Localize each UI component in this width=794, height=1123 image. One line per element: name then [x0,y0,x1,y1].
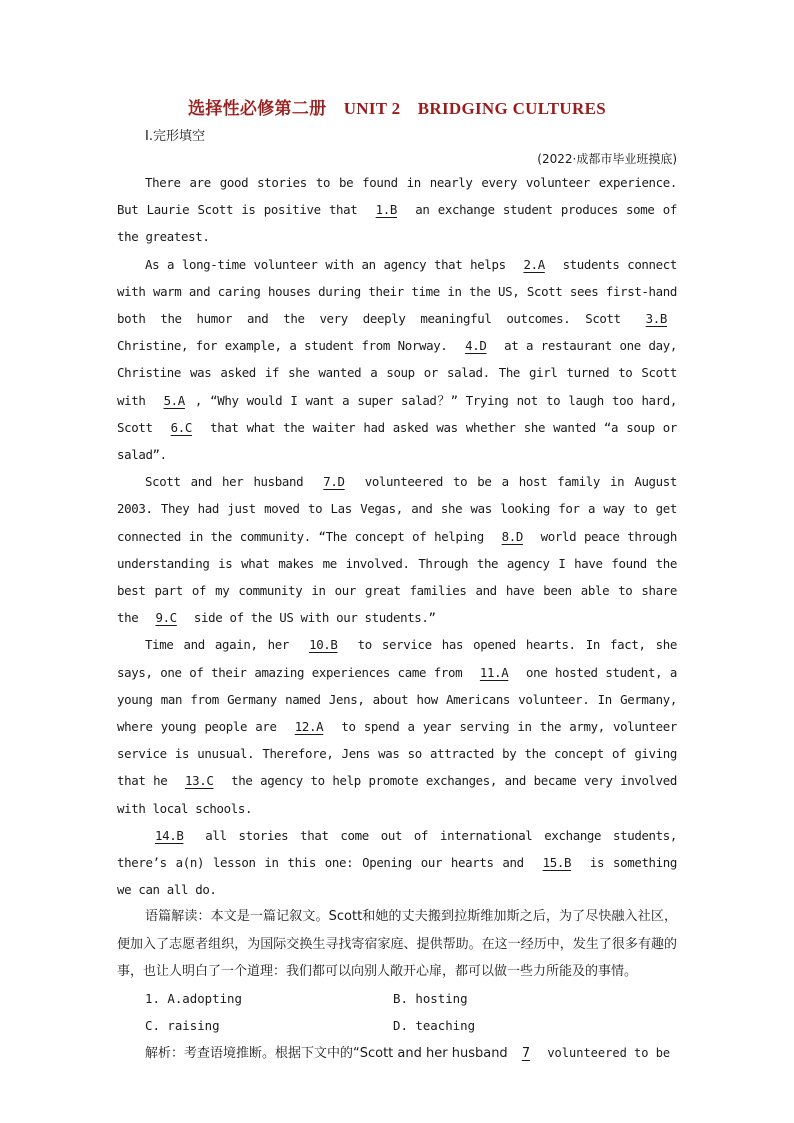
text-run: to service has opened hearts. In fact, she says, one of their amazing experiences came from [117,637,677,680]
paragraph-3 [117,468,677,631]
answer-blank: 7 [521,1045,531,1061]
text-run: There are good stories to be found in nearly every volunteer experience. But Laurie Scott is positive that [117,175,677,218]
page-title: 选择性必修第二册 UNIT 2 BRIDGING CULTURES [188,99,606,118]
text-run: volunteered to be a host family in August 2003. They had just moved to Las Vegas, and she was looking for a way to get connected in the community. “The concept of helping [117,474,677,544]
paragraph-1 [117,169,677,251]
answer-blank: 8.D [501,528,523,544]
option-c: C. raising [145,1018,220,1034]
section-heading: Ⅰ.完形填空 [145,129,205,144]
text-run: Scott and her husband [145,474,314,490]
option-a: 1. A.adopting [145,991,242,1007]
options-row-2 [145,1012,677,1039]
paragraph-2 [117,251,677,469]
answer-blank: 4.D [465,338,487,354]
text-run: , “Why would I want a super salad？” Trying not to laugh too hard, Scott [117,392,677,435]
answer-blank: 14.B [155,827,184,843]
option-d: D. teaching [393,1018,476,1034]
text-run: the agency to help promote exchanges, and became very involved with local schools. [117,773,677,816]
text-run: one hosted student, a young man from Germany named Jens, about how Americans volunteer. In Germany, where young people are [117,664,677,735]
document-page [117,97,677,1067]
paragraph-4 [117,631,677,821]
text-run: students connect with warm and caring houses during their time in the US, Scott sees first-hand both the humor and the very deeply meaningful outcomes. Scott [117,256,677,327]
answer-blank: 15.B [542,855,572,871]
option-b: B. hosting [393,991,468,1007]
text-run: world peace through understanding is what makes me involved. Through the agency I have found the best part of my community in our great families and have been able to share the [117,528,677,626]
analysis-line [117,1040,677,1067]
answer-blank: 1.B [375,202,397,218]
options-row-1 [145,985,677,1012]
answer-blank: 13.C [185,773,214,789]
text-run: all stories that come out of international exchange students, there’s a(n) lesson in this one: Opening our hearts and [117,827,677,871]
paragraph-5 [117,822,677,904]
text-run: at a restaurant one day, Christine was asked if she wanted a soup or salad. The girl turned to Scott with [117,338,677,408]
answer-blank: 3.B [645,311,667,327]
answer-blank: 7.D [323,474,345,490]
answer-blank: 10.B [309,637,338,653]
answer-blank: 9.C [155,610,177,626]
text-run: to spend a year serving in the army, volunteer service is unusual. Therefore, Jens was so attracted by the concept of giving that he [117,719,677,789]
answer-blank: 11.A [479,664,509,680]
text-run: 解析：考查语境推断。根据下文中的“Scott and her husband [145,1045,512,1061]
text-run: an exchange student produces some of the greatest. [117,202,677,245]
text-run: As a long-time volunteer with an agency that helps [145,256,514,272]
passage-summary: 语篇解读：本文是一篇记叙文。Scott和她的丈夫搬到拉斯维加斯之后，为了尽快融入社区，便加入了志愿者组织，为国际交换生寻找寄宿家庭、提供帮助。在这一经历中，发生了很多有趣的事，也让人明白了一个道理：我们都可以向别人敞开心扉，都可以做一些力所能及的事情。 [117,909,677,979]
text-run: side of the US with our students.” [186,610,436,626]
answer-blank: 2.A [523,256,545,272]
text-run: Time and again, her [145,637,300,653]
source-note: (2022·成都市毕业班摸底) [537,152,677,166]
text-run: is something we can all do. [117,855,677,898]
answer-blank: 5.A [163,392,185,408]
answer-blank: 12.A [294,719,324,735]
answer-blank: 6.C [170,419,192,435]
text-run: Christine, for example, a student from Norway. [117,338,456,354]
options-block [145,985,677,1039]
text-run: volunteered to be [540,1045,671,1060]
text-run: that what the waiter had asked was whether she wanted “a soup or salad”. [117,419,677,463]
